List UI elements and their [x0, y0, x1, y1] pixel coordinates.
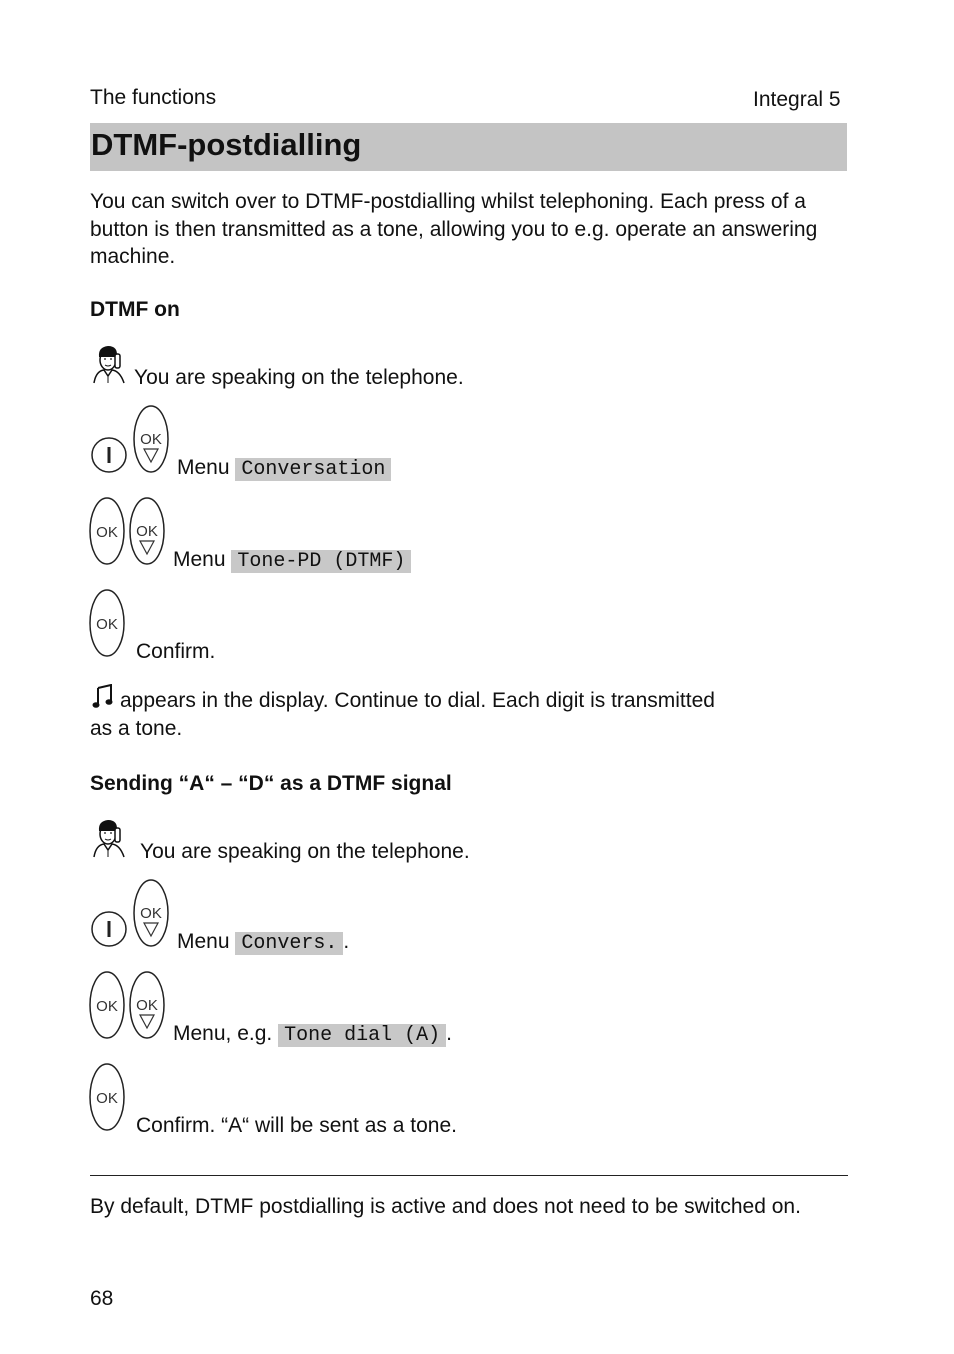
ok-label: OK [96, 524, 118, 541]
ok-label: OK [136, 523, 158, 540]
display-text-tone-dial: Tone dial (A) [278, 1024, 446, 1047]
display-text-tone-pd: Tone-PD (DTMF) [231, 550, 411, 573]
ok-label: OK [140, 431, 162, 448]
header-product: Integral 5 [753, 88, 841, 111]
dtmf-on-note-line1: appears in the display. Continue to dial. Each digit is transmitted [120, 689, 715, 712]
page-title: DTMF-postdialling [91, 127, 362, 162]
ok-button-icon [88, 1062, 126, 1132]
ok-label: OK [136, 997, 158, 1014]
period: . [343, 930, 350, 953]
sending-step3 [173, 1022, 452, 1047]
ok-label: OK [96, 998, 118, 1015]
ok-label: OK [96, 1090, 118, 1107]
period: . [446, 1022, 452, 1045]
display-text-conversation: Conversation [235, 458, 391, 481]
ok-label: OK [140, 905, 162, 922]
intro-paragraph: You can switch over to DTMF-postdialling whilst telephoning. Each press of a button is then transmitted as a tone, allowing you to e.g. operate an answering machine. [90, 190, 818, 268]
ok-down-button-icon [132, 404, 170, 474]
sending-step2 [177, 930, 349, 955]
dtmf-on-step1: You are speaking on the telephone. [134, 366, 464, 389]
power-button-icon [90, 436, 128, 474]
dtmf-on-note-line2: as a tone. [90, 717, 183, 740]
menu-label: Menu [177, 456, 230, 479]
sending-step4: Confirm. “A“ will be sent as a tone. [136, 1114, 457, 1137]
dtmf-on-step3 [173, 548, 411, 573]
ok-down-button-icon [132, 878, 170, 948]
display-text-convers: Convers. [235, 932, 343, 955]
footnote: By default, DTMF postdialling is active and does not need to be switched on. [90, 1195, 801, 1218]
ok-button-icon [88, 588, 126, 658]
power-button-icon [90, 910, 128, 948]
person-phone-icon [90, 817, 128, 859]
sending-step1: You are speaking on the telephone. [140, 840, 470, 863]
ok-button-icon [88, 970, 126, 1040]
dtmf-on-heading: DTMF on [90, 298, 180, 321]
divider [90, 1175, 848, 1176]
ok-button-icon [88, 496, 126, 566]
menu-label: Menu [177, 930, 230, 953]
dtmf-on-step4: Confirm. [136, 640, 216, 663]
dtmf-on-step2 [177, 456, 391, 481]
page-number: 68 [90, 1287, 114, 1310]
ok-down-button-icon [128, 496, 166, 566]
ok-down-button-icon [128, 970, 166, 1040]
menu-label: Menu, e.g. [173, 1022, 273, 1045]
header-section: The functions [90, 86, 217, 109]
sending-heading: Sending “A“ – “D“ as a DTMF signal [90, 772, 452, 795]
menu-label: Menu [173, 548, 226, 571]
person-phone-icon [90, 343, 128, 385]
music-note-icon [92, 684, 114, 710]
ok-label: OK [96, 616, 118, 633]
